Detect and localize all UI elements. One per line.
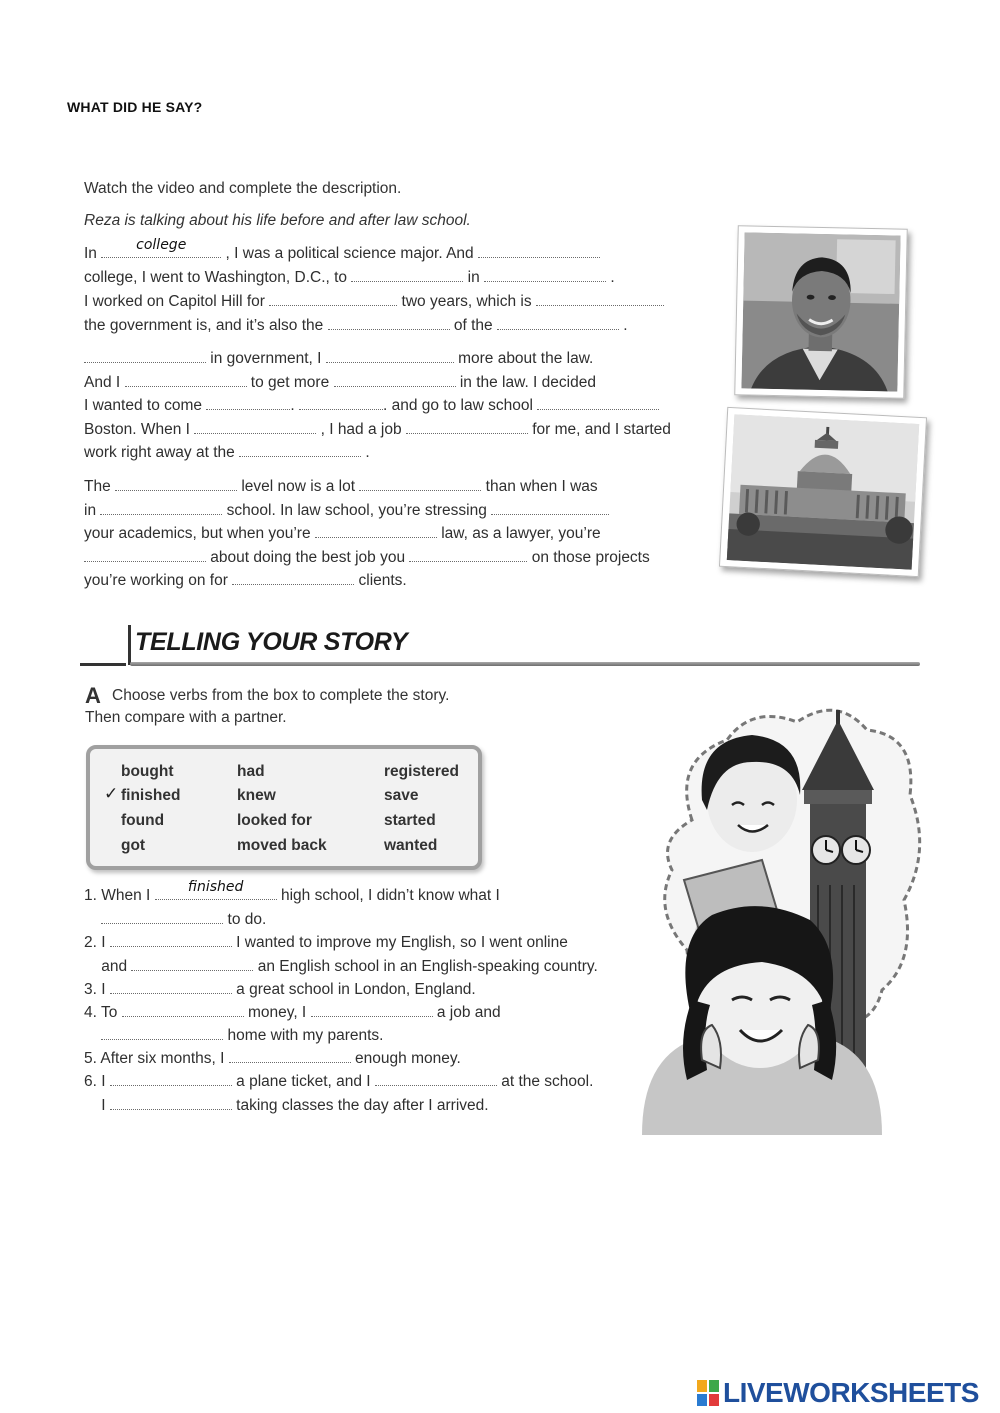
man-portrait-image (741, 232, 900, 391)
video-line (84, 420, 671, 440)
video-text: your academics, but when you’re (84, 525, 315, 542)
answer-blank[interactable] (110, 1072, 232, 1086)
answer-blank[interactable] (110, 980, 232, 994)
story-line (84, 1096, 489, 1116)
girl-big-ben-image (632, 700, 922, 1135)
answer-blank[interactable] (478, 244, 600, 258)
word-save: save (384, 787, 419, 804)
answer-blank[interactable] (101, 910, 223, 924)
answer-blank[interactable] (328, 316, 450, 330)
answer-blank[interactable] (359, 477, 481, 491)
video-text: The (84, 478, 116, 495)
word-got: got (121, 837, 146, 854)
word-bought: bought (121, 763, 174, 780)
word-finished: finished (121, 787, 181, 804)
story-text: home with my parents. (223, 1027, 384, 1044)
video-text: school. In law school, you’re stressing (222, 502, 492, 519)
answer-blank[interactable] (326, 349, 454, 363)
answer-blank[interactable] (311, 1003, 433, 1017)
section-underline (80, 660, 920, 666)
handwritten-answer: finished (187, 879, 244, 895)
video-line (84, 268, 615, 288)
story-line (84, 980, 476, 1000)
answer-blank[interactable] (406, 420, 528, 434)
answer-blank[interactable] (491, 501, 609, 515)
video-text: in (84, 502, 101, 519)
word-started: started (384, 812, 436, 829)
word-moved-back: moved back (237, 837, 327, 854)
video-line (84, 237, 600, 264)
video-text: In (84, 245, 102, 262)
exercise-letter: A (85, 683, 101, 708)
video-line (84, 443, 370, 463)
video-line (84, 477, 598, 497)
word-had: had (237, 763, 265, 780)
video-text: level now is a lot (237, 478, 360, 495)
video-line (84, 524, 601, 544)
answer-blank[interactable] (497, 316, 619, 330)
story-text: 5. After six months, I (84, 1050, 229, 1067)
story-text: and (84, 958, 132, 975)
girl-dreaming-illustration (632, 700, 922, 1135)
video-text: two years, which is (397, 293, 536, 310)
answer-blank[interactable] (110, 933, 232, 947)
answer-blank[interactable] (101, 1026, 223, 1040)
answer-blank[interactable] (334, 373, 456, 387)
verb-word-box (86, 745, 482, 870)
answer-blank[interactable] (101, 237, 221, 258)
section-underline-bar (130, 662, 920, 666)
answer-blank[interactable] (122, 1003, 244, 1017)
answer-blank[interactable] (115, 477, 237, 491)
story-text: an English school in an English-speaking country. (253, 958, 598, 975)
answer-blank[interactable] (194, 420, 316, 434)
story-line (84, 1026, 383, 1046)
video-text: to get more (246, 374, 334, 391)
video-text: you’re working on for (84, 572, 233, 589)
video-text: . (618, 317, 628, 334)
video-line (84, 548, 650, 568)
story-line (84, 1003, 501, 1023)
video-text: for me, and I started (527, 421, 671, 438)
capitol-photo (719, 407, 927, 577)
video-line (84, 501, 609, 521)
answer-blank[interactable] (409, 548, 527, 562)
story-text: taking classes the day after I arrived. (231, 1097, 489, 1114)
checkmark-icon: ✓ (104, 784, 119, 803)
video-line (84, 292, 664, 312)
worksheet-heading: WHAT DID HE SAY? (67, 99, 203, 115)
answer-blank[interactable] (100, 501, 222, 515)
story-line (84, 933, 568, 953)
story-text: 4. To (84, 1004, 122, 1021)
video-text: about doing the best job you (206, 549, 410, 566)
video-text: . (606, 269, 615, 286)
video-text: of the (449, 317, 497, 334)
section-title-divider (128, 625, 131, 665)
answer-blank[interactable] (125, 373, 247, 387)
video-line (84, 349, 593, 369)
video-text: . (361, 444, 370, 461)
exercise-instruction-line2: Then compare with a partner. (85, 709, 287, 726)
video-text: in (463, 269, 485, 286)
story-line (84, 910, 266, 930)
word-knew: knew (237, 787, 276, 804)
answer-blank[interactable] (155, 879, 277, 900)
answer-blank[interactable] (269, 292, 397, 306)
handwritten-answer: college (136, 237, 187, 253)
video-text: on those projects (527, 549, 650, 566)
video-text: college, I went to Washington, D.C., to (84, 269, 352, 286)
liveworksheets-brand-text: LIVEWORKSHEETS (723, 1377, 979, 1408)
story-text: money, I (243, 1004, 311, 1021)
answer-blank[interactable] (299, 396, 383, 410)
answer-blank[interactable] (537, 396, 659, 410)
answer-blank[interactable] (484, 268, 606, 282)
exercise-instruction-line1: Choose verbs from the box to complete the story. (112, 687, 450, 704)
video-line (84, 316, 628, 336)
answer-blank[interactable] (536, 292, 664, 306)
answer-blank[interactable] (351, 268, 463, 282)
video-text: more about the law. (453, 350, 594, 367)
video-text: And I (84, 374, 125, 391)
story-text: high school, I didn’t know what I (276, 887, 500, 904)
video-text: work right away at the (84, 444, 240, 461)
answer-blank[interactable] (110, 1096, 232, 1110)
video-text: . and go to law school (382, 397, 538, 414)
story-text: to do. (223, 911, 267, 928)
story-line (84, 1072, 593, 1092)
video-text: Boston. When I (84, 421, 195, 438)
video-text: , I was a political science major. And (221, 245, 478, 262)
answer-blank[interactable] (206, 396, 290, 410)
word-found: found (121, 812, 165, 829)
story-text (84, 911, 101, 928)
video-text: law, as a lawyer, you’re (436, 525, 601, 542)
video-subinstruction: Reza is talking about his life before and after law school. (84, 212, 471, 229)
answer-blank[interactable] (84, 548, 206, 562)
liveworksheets-logo-icon (697, 1380, 719, 1406)
video-line (84, 396, 659, 416)
reza-photo (734, 225, 908, 399)
story-text: 3. I (84, 981, 110, 998)
story-text: a job and (432, 1004, 501, 1021)
story-text (84, 1027, 101, 1044)
answer-blank[interactable] (239, 443, 361, 457)
video-text: clients. (354, 572, 407, 589)
answer-blank[interactable] (229, 1049, 351, 1063)
answer-blank[interactable] (232, 571, 354, 585)
word-wanted: wanted (384, 837, 438, 854)
video-instruction: Watch the video and complete the description. (84, 180, 402, 197)
story-text: a great school in London, England. (231, 981, 476, 998)
video-text: I wanted to come (84, 397, 207, 414)
story-line (84, 879, 500, 906)
video-text: , I had a job (316, 421, 406, 438)
video-line (84, 571, 407, 591)
answer-blank[interactable] (131, 957, 253, 971)
video-line (84, 373, 596, 393)
story-text: 6. I (84, 1073, 110, 1090)
video-text: . (290, 397, 299, 414)
story-text: 1. When I (84, 887, 155, 904)
word-registered: registered (384, 763, 459, 780)
answer-blank[interactable] (315, 524, 437, 538)
answer-blank[interactable] (375, 1072, 497, 1086)
story-text: at the school. (496, 1073, 594, 1090)
story-line (84, 1049, 461, 1069)
story-text: a plane ticket, and I (231, 1073, 375, 1090)
story-line (84, 957, 598, 977)
video-text: than when I was (481, 478, 598, 495)
liveworksheets-logo[interactable] (697, 1376, 979, 1410)
video-text: in the law. I decided (455, 374, 596, 391)
story-text: I (84, 1097, 110, 1114)
section-title: TELLING YOUR STORY (135, 628, 408, 656)
video-text: in government, I (206, 350, 326, 367)
video-text: I worked on Capitol Hill for (84, 293, 270, 310)
story-text: I wanted to improve my English, so I went online (231, 934, 568, 951)
section-underline-stub (80, 663, 126, 666)
video-text: the government is, and it’s also the (84, 317, 328, 334)
story-text: enough money. (350, 1050, 461, 1067)
capitol-building-image (726, 414, 919, 570)
story-text: 2. I (84, 934, 110, 951)
answer-blank[interactable] (84, 349, 206, 363)
word-looked-for: looked for (237, 812, 312, 829)
